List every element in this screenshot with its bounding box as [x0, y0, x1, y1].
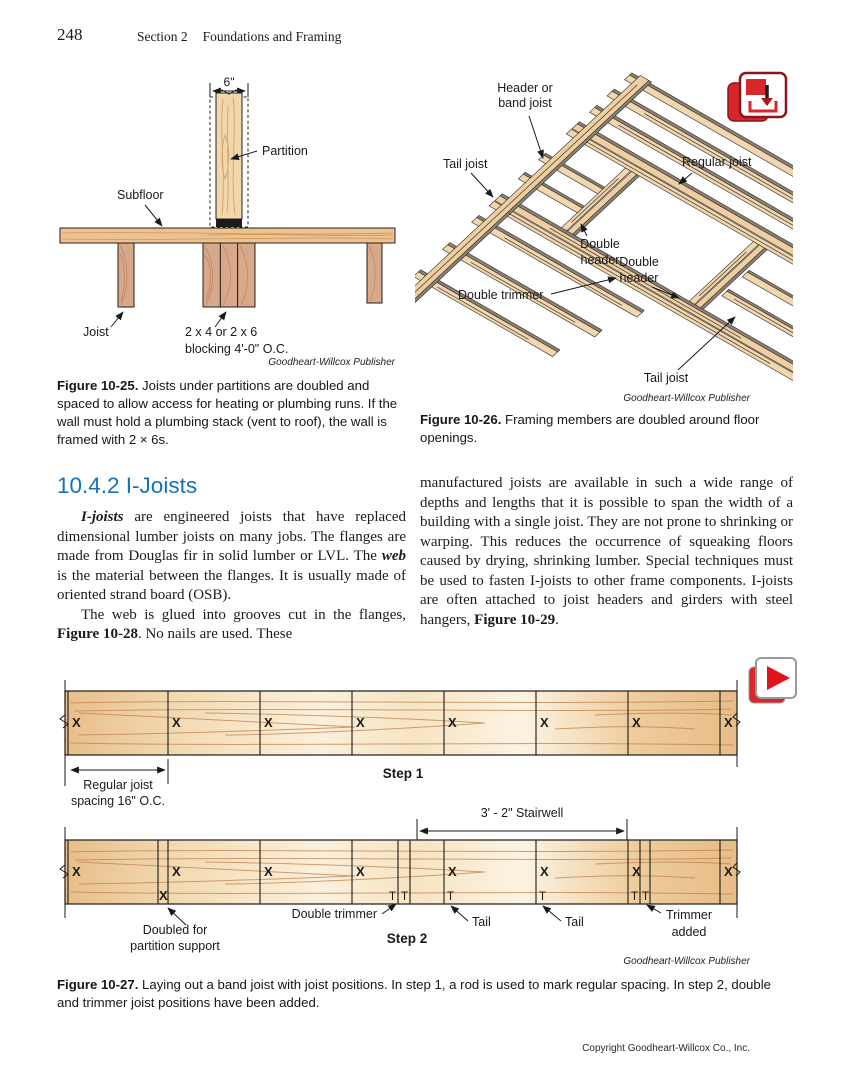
trimmer-added-label-1: Trimmer	[665, 908, 713, 922]
partition-label: Partition	[262, 144, 308, 158]
figure-10-27-caption-text: Laying out a band joist with joist positions. In step 1, a rod is used to mark regular spacing. In step 2, double and trimmer joist positions have been added.	[57, 977, 771, 1010]
svg-text:X: X	[448, 715, 457, 730]
svg-text:T: T	[539, 891, 547, 903]
body-text: The web is glued into grooves cut in the flanges,	[81, 606, 406, 623]
svg-text:X: X	[356, 715, 365, 730]
header-band-joist-label-2: band joist	[498, 96, 552, 110]
doubled-for-label-2: partition support	[130, 939, 220, 953]
svg-text:T: T	[642, 891, 650, 903]
body-column-left	[57, 508, 406, 645]
section-label: Section 2	[137, 29, 188, 44]
body-text: manufactured joists are available in such a wide range of depths and lengths that it is possible to span the width of a building with a single joist. They are not prone to shrinking or warping. This reduces the occurrence of squeaking floors caused by drying, shrinking lumber. Special techniques must be used to fasten I-joists to other frame components. I-joists are often attached to joist headers and girders with steel hangers,	[420, 475, 794, 628]
svg-text:X: X	[540, 864, 549, 879]
body-text: .	[555, 611, 559, 628]
paragraph	[420, 474, 793, 630]
header-band-joist-label-1: Header or	[497, 81, 553, 95]
subfloor-label: Subfloor	[117, 188, 164, 202]
svg-text:X: X	[172, 864, 181, 879]
figure-10-25-caption-text: Joists under partitions are doubled and spaced to allow access for heating or plumbing runs. If the wall must hold a plumbing stack (vent to roof), the wall is framed with 2 × 6s.	[57, 378, 398, 447]
double-trimmer-label: Double trimmer	[291, 907, 377, 921]
step1-label: Step 1	[382, 766, 424, 781]
double-header-2-label-b: header	[619, 271, 659, 285]
joist-label: Joist	[83, 325, 109, 339]
spacing-label-2: spacing 16" O.C.	[70, 794, 166, 808]
fig27-step2	[60, 806, 740, 953]
sole-plate	[216, 219, 242, 227]
paragraph	[57, 606, 406, 645]
body-text: is the material between the flanges. It is usually made of oriented strand board (OSB).	[57, 567, 406, 603]
svg-text:X: X	[724, 715, 733, 730]
figure-10-27-caption-label: Figure 10-27.	[57, 977, 139, 992]
svg-text:X: X	[632, 715, 641, 730]
body-column-right	[420, 474, 793, 630]
svg-text:X: X	[264, 715, 273, 730]
trimmer-added-label-2: added	[671, 925, 707, 939]
term-i-joists: I-joists	[81, 509, 124, 525]
copyright-line: Copyright Goodheart-Willcox Co., Inc.	[582, 1043, 750, 1054]
figure-10-27-caption	[57, 976, 794, 1012]
figure-10-25-caption-label: Figure 10-25.	[57, 378, 139, 393]
figure-10-26-credit: Goodheart-Willcox Publisher	[623, 393, 750, 404]
running-head	[137, 29, 341, 45]
step2-label: Step 2	[386, 931, 428, 946]
svg-text:X: X	[724, 864, 733, 879]
figure-10-26-caption-label: Figure 10-26.	[420, 412, 502, 427]
svg-text:X: X	[159, 888, 168, 903]
figure-ref-10-28: Figure 10-28	[57, 626, 138, 642]
svg-text:X: X	[632, 864, 641, 879]
svg-text:X: X	[356, 864, 365, 879]
tail-label-1: Tail	[472, 915, 491, 929]
figure-10-27-credit: Goodheart-Willcox Publisher	[623, 956, 750, 967]
svg-text:T: T	[389, 891, 397, 903]
spacing-label-1: Regular joist	[83, 778, 153, 792]
figure-ref-10-29: Figure 10-29	[474, 611, 556, 628]
section-heading: 10.4.2 I-Joists	[57, 473, 198, 498]
svg-text:X: X	[72, 715, 81, 730]
blocking-label-1: 2 x 4 or 2 x 6	[185, 325, 258, 339]
section-title: Foundations and Framing	[202, 29, 342, 44]
svg-text:X: X	[540, 715, 549, 730]
svg-text:X: X	[264, 864, 273, 879]
double-header-1-label-b: header	[580, 253, 620, 267]
partition-stud	[216, 90, 242, 227]
svg-text:X: X	[448, 864, 457, 879]
svg-text:T: T	[447, 891, 455, 903]
double-header-1-label-a: Double	[580, 237, 620, 251]
svg-text:X: X	[72, 864, 81, 879]
figure-10-27-drawing	[55, 655, 747, 955]
subfloor-board	[60, 228, 395, 243]
tail-joist-top-label: Tail joist	[443, 157, 488, 171]
tail-joist-bottom-label: Tail joist	[643, 371, 689, 385]
figure-10-25-caption	[57, 377, 406, 449]
figure-10-25-credit: Goodheart-Willcox Publisher	[268, 357, 395, 368]
term-web: web	[381, 548, 406, 564]
fig27-step1	[60, 680, 740, 808]
page-number: 248	[57, 25, 83, 44]
floor-joists	[118, 243, 382, 307]
figure-10-25-drawing	[57, 75, 405, 360]
regular-joist-label: Regular joist	[682, 155, 752, 169]
stairwell-label: 3' - 2" Stairwell	[480, 806, 564, 820]
drag-drop-icon[interactable]	[726, 71, 790, 125]
dim-6in-label: 6"	[223, 75, 235, 89]
body-text: . No nails are used. These	[137, 626, 293, 642]
doubled-for-label-1: Doubled for	[142, 923, 208, 937]
double-header-2-label-a: Double	[619, 255, 659, 269]
svg-text:T: T	[631, 891, 639, 903]
tail-label-2: Tail	[565, 915, 584, 929]
blocking-label-2: blocking 4'-0" O.C.	[185, 342, 289, 356]
figure-10-26-caption-text: Framing members are doubled around floor openings.	[420, 412, 760, 445]
paragraph	[57, 508, 406, 606]
svg-text:X: X	[172, 715, 181, 730]
svg-text:T: T	[401, 891, 409, 903]
figure-10-26-caption	[420, 411, 765, 447]
play-icon[interactable]	[748, 657, 798, 707]
body-text: are engineered joists that have replaced dimensional lumber joists on many jobs. The flanges are made from Douglas fir in solid lumber or LVL. The	[57, 509, 406, 564]
double-trimmer-label: Double trimmer	[458, 288, 544, 302]
